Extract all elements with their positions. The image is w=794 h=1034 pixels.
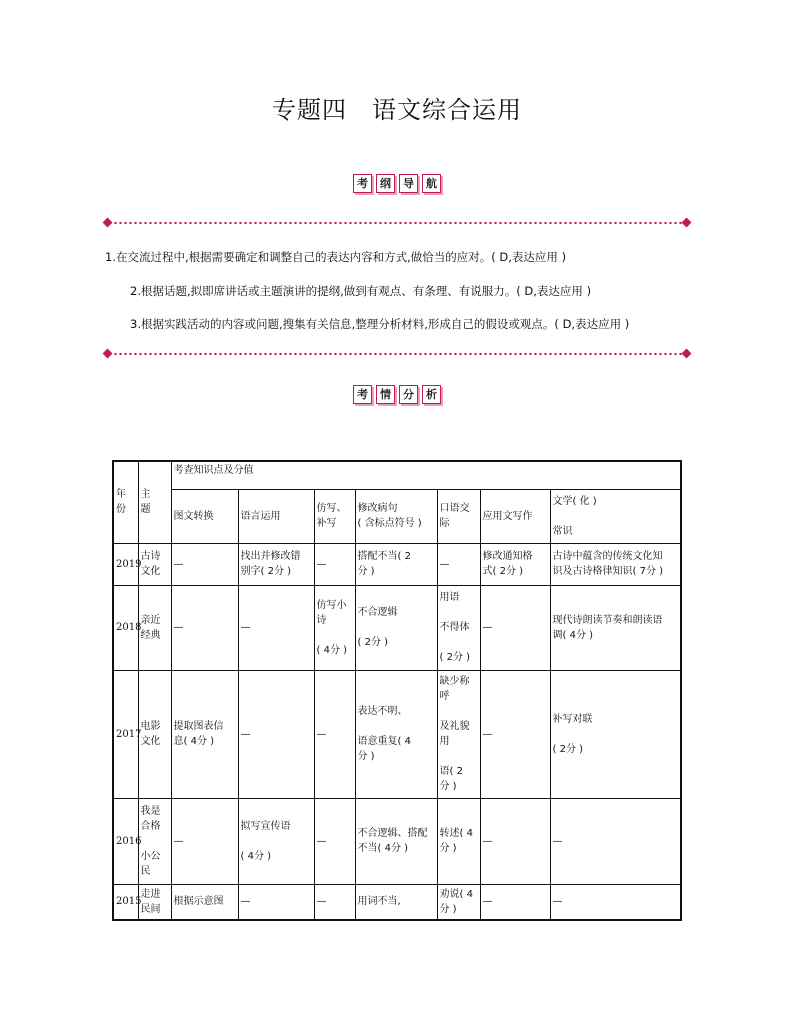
column-header: 文学( 化 ) 常识 [550, 489, 681, 543]
syllabus-point-3: 3.根据实践活动的内容或问题,搜集有关信息,整理分析材料,形成自己的假设或观点。( D,表达应用 ) [130, 317, 630, 331]
year-cell: 2019 [113, 543, 138, 585]
year-cell: 2015 [113, 884, 138, 920]
table-cell: — [238, 670, 314, 798]
table-row [113, 798, 681, 884]
year-cell: 2017 [113, 670, 138, 798]
table-row [113, 585, 681, 670]
table-cell: — [238, 884, 314, 920]
table-cell: — [314, 543, 355, 585]
section-badge-analysis [0, 385, 794, 404]
table-cell: — [171, 543, 238, 585]
table-cell: 劝说( 4 分 ) [437, 884, 480, 920]
table-cell: 古诗中蕴含的传统文化知 识及古诗格律知识( 7分 ) [550, 543, 681, 585]
table-header-row [113, 461, 681, 489]
topic-cell: 亲近 经典 [138, 585, 171, 670]
topic-cell: 古诗 文化 [138, 543, 171, 585]
badge-char: 导 [399, 174, 418, 193]
table-cell: 提取图表信 息( 4分 ) [171, 670, 238, 798]
table-cell: — [480, 798, 550, 884]
table-cell: 拟写宣传语 ( 4分 ) [238, 798, 314, 884]
table-row [113, 670, 681, 798]
topic-cell: 走进 民间 [138, 884, 171, 920]
table-cell: 补写对联 ( 2分 ) [550, 670, 681, 798]
syllabus-point-2: 2.根据话题,拟即席讲话或主题演讲的提纲,做到有观点、有条理、有说服力。( D,表达应用 ) [130, 284, 592, 298]
table-cell: — [550, 798, 681, 884]
dotted-divider [108, 221, 686, 225]
table-subheader-row [113, 489, 681, 543]
table-cell: — [314, 884, 355, 920]
badge-char: 情 [376, 385, 395, 404]
table-cell: 搭配不当( 2 分 ) [355, 543, 437, 585]
table-row [113, 543, 681, 585]
topic-cell: 电影 文化 [138, 670, 171, 798]
topic-cell: 我是 合格 小公 民 [138, 798, 171, 884]
badge-char: 航 [422, 174, 441, 193]
table-cell: — [238, 585, 314, 670]
badge-char: 考 [353, 174, 372, 193]
column-header: 修改病句 ( 含标点符号 ) [355, 489, 437, 543]
badge-char: 分 [399, 385, 418, 404]
table-cell: 根据示意图 [171, 884, 238, 920]
section-badge-syllabus [0, 174, 794, 193]
header-topic: 主 题 [138, 461, 171, 543]
table-cell: — [314, 670, 355, 798]
table-cell: 找出并修改错 别字( 2分 ) [238, 543, 314, 585]
page-title: 专题四 语文综合运用 [272, 96, 522, 124]
table-row [113, 884, 681, 920]
column-header: 应用文写作 [480, 489, 550, 543]
table-cell: — [480, 884, 550, 920]
column-header: 口语交 际 [437, 489, 480, 543]
table-cell: 修改通知格 式( 2分 ) [480, 543, 550, 585]
badge-char: 考 [353, 385, 372, 404]
table-cell: — [437, 543, 480, 585]
table-cell: — [550, 884, 681, 920]
table-cell: — [171, 798, 238, 884]
header-group: 考查知识点及分值 [171, 461, 681, 489]
table-cell: 不合逻辑 ( 2分 ) [355, 585, 437, 670]
table-cell: — [171, 585, 238, 670]
year-cell: 2016 [113, 798, 138, 884]
dotted-divider [108, 352, 686, 356]
badge-char: 析 [422, 385, 441, 404]
table-cell: 用语 不得体 ( 2分 ) [437, 585, 480, 670]
badge-char: 纲 [376, 174, 395, 193]
table-cell: — [480, 585, 550, 670]
exam-analysis-table [112, 460, 682, 921]
header-year: 年 份 [113, 461, 138, 543]
table-cell: 用词不当, [355, 884, 437, 920]
syllabus-point-1: 1.在交流过程中,根据需要确定和调整自己的表达内容和方式,做恰当的应对。( D,表达应用 ) [105, 250, 567, 264]
table-cell: — [480, 670, 550, 798]
table-cell: 仿写小 诗 ( 4分 ) [314, 585, 355, 670]
column-header: 仿写、 补写 [314, 489, 355, 543]
table-cell: 不合逻辑、搭配 不当( 4分 ) [355, 798, 437, 884]
column-header: 图文转换 [171, 489, 238, 543]
table-cell: — [314, 798, 355, 884]
year-cell: 2018 [113, 585, 138, 670]
table-cell: 转述( 4 分 ) [437, 798, 480, 884]
table-cell: 现代诗朗读节奏和朗读语 调( 4分 ) [550, 585, 681, 670]
table-cell: 表达不明、 语意重复( 4 分 ) [355, 670, 437, 798]
table-cell: 缺少称 呼 及礼貌 用 语( 2 分 ) [437, 670, 480, 798]
column-header: 语言运用 [238, 489, 314, 543]
